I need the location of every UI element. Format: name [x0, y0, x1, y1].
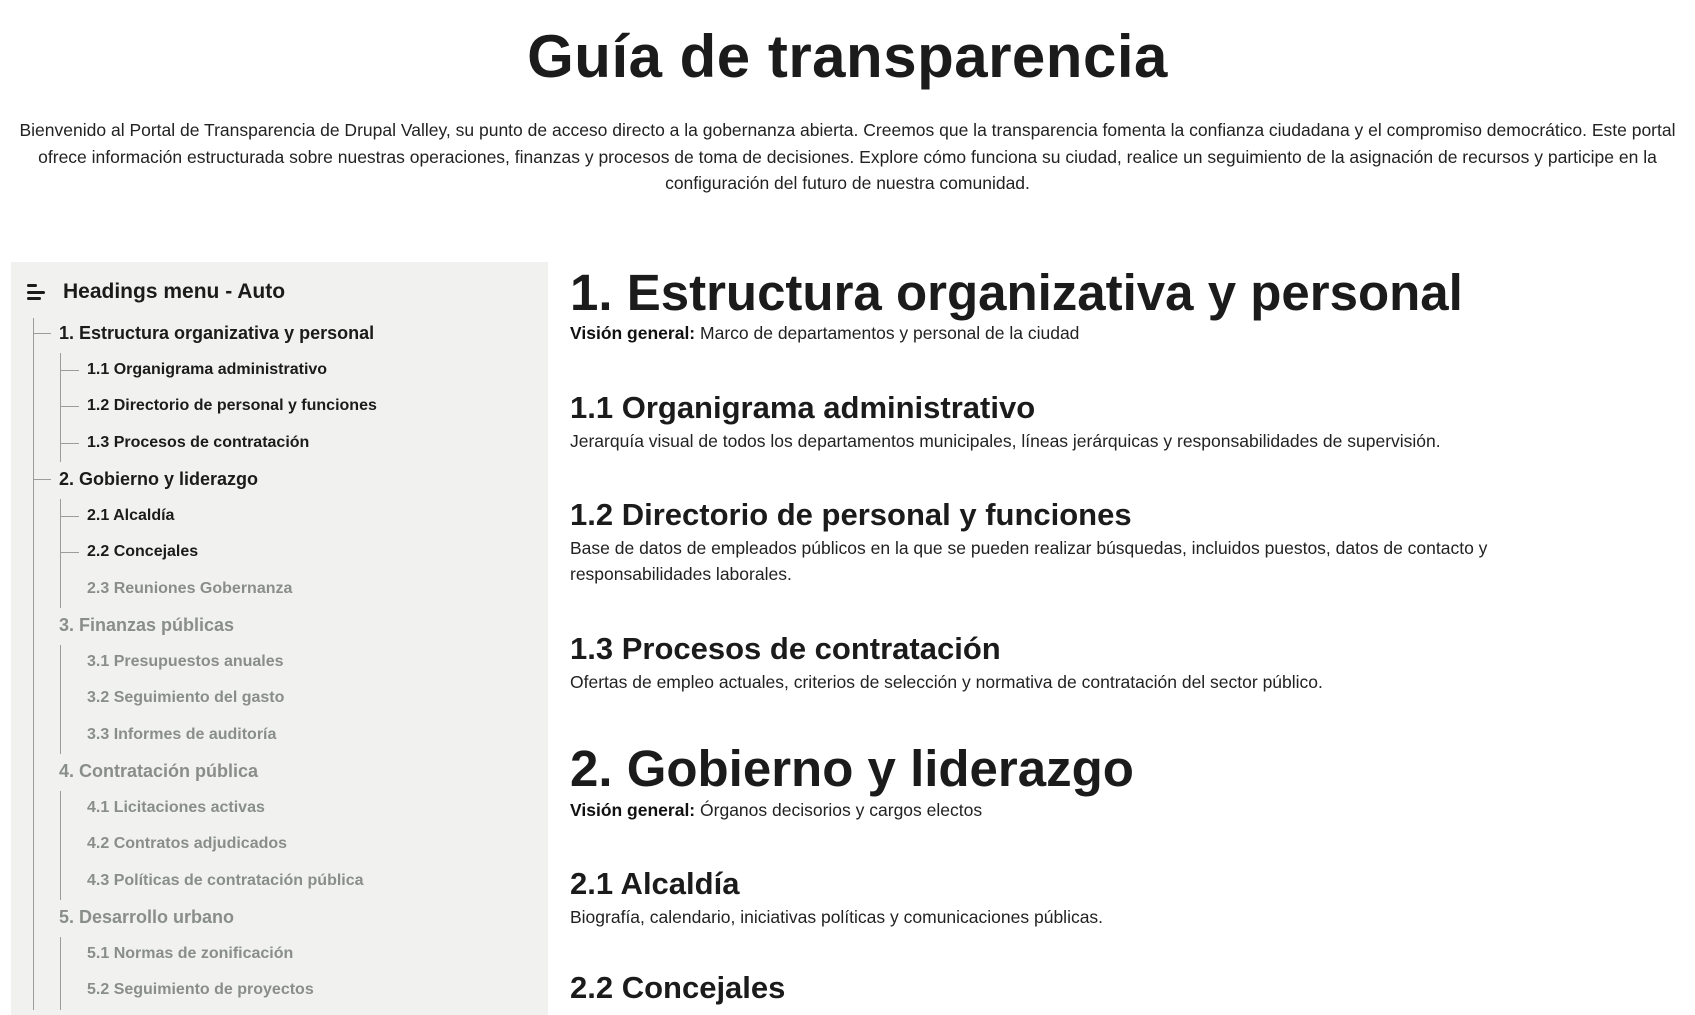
menu-item[interactable] — [87, 432, 309, 454]
section-heading: 1.3 Procesos de contratación — [570, 631, 1001, 666]
menu-item-label: 5.2 Seguimiento de proyectos — [87, 981, 314, 998]
menu-item-label: 4.2 Contratos adjudicados — [87, 835, 288, 852]
tree-line — [60, 791, 61, 901]
tree-line — [60, 499, 61, 609]
tree-connector — [60, 370, 79, 371]
overview-text: Marco de departamentos y personal de la ciudad — [700, 323, 1080, 343]
overview-label: Visión general: — [570, 323, 696, 343]
section-overview — [570, 320, 1620, 346]
menu-item-label: 4.1 Licitaciones activas — [87, 798, 265, 816]
menu-item[interactable] — [87, 687, 284, 709]
menu-item-label: 2.1 Alcaldía — [87, 506, 175, 524]
section-description: Ofertas de empleo actuales, criterios de selección y normativa de contratación del sector público. — [570, 672, 1323, 692]
section-overview — [570, 797, 1620, 823]
menu-item[interactable] — [59, 322, 374, 344]
menu-item-label: 4. Contratación pública — [59, 761, 259, 781]
menu-item[interactable] — [87, 943, 293, 965]
menu-item-label: 4.3 Políticas de contratación pública — [87, 871, 364, 889]
menu-item-label: 2.3 Reuniones Gobernanza — [87, 579, 293, 597]
headings-menu-header — [27, 280, 285, 304]
section-heading: 2.1 Alcaldía — [570, 866, 740, 901]
menu-item[interactable] — [87, 979, 314, 1001]
menu-item[interactable] — [87, 395, 377, 417]
menu-item-label: 2. Gobierno y liderazgo — [59, 469, 259, 489]
menu-item-label: 5. Desarrollo urbano — [59, 907, 235, 927]
menu-item[interactable] — [87, 724, 276, 746]
tree-connector — [60, 516, 79, 517]
headings-menu-title: Headings menu - Auto — [63, 280, 286, 303]
menu-item-label: 5.1 Normas de zonificación — [87, 944, 294, 962]
section-description: Jerarquía visual de todos los departamentos municipales, líneas jerárquicas y responsabilidades de supervisión. — [570, 431, 1441, 451]
section-heading: 1.2 Directorio de personal y funciones — [570, 497, 1132, 532]
section-heading: 2.2 Concejales — [570, 970, 786, 1005]
tree-line — [33, 318, 34, 1010]
menu-item[interactable] — [87, 651, 284, 673]
menu-item[interactable] — [59, 468, 258, 490]
intro-paragraph: Bienvenido al Portal de Transparencia de Drupal Valley, su punto de acceso directo a la gobernanza abierta. Creemos que la transparencia fomenta la confianza ciudadana y el compromiso democrático. Este portal ofrece información estructurada sobre nuestras operaciones, finanzas y procesos de toma de decisiones. Explore cómo funciona su ciudad, realice un seguimiento de la asignación de recursos y participe en la configuración del futuro de nuestra comunidad. — [19, 120, 1676, 193]
section-description: Base de datos de empleados públicos en la que se pueden realizar búsquedas, incluidos puestos, datos de contacto y responsabilidades laborales. — [570, 538, 1488, 584]
menu-item[interactable] — [87, 359, 327, 381]
menu-item-label: 3.2 Seguimiento del gasto — [87, 689, 285, 706]
menu-item-label: 3.1 Presupuestos anuales — [87, 652, 284, 670]
menu-item-label: 1. Estructura organizativa y personal — [59, 323, 375, 343]
menu-item-label: 1.1 Organigrama administrativo — [87, 360, 328, 378]
overview-label: Visión general: — [570, 800, 696, 820]
menu-item[interactable] — [59, 906, 234, 928]
menu-item[interactable] — [87, 505, 174, 527]
section-description: Biografía, calendario, iniciativas políticas y comunicaciones públicas. — [570, 907, 1104, 927]
menu-item-label: 2.2 Concejales — [87, 543, 199, 560]
menu-item[interactable] — [87, 870, 364, 892]
overview-text: Órganos decisorios y cargos electos — [700, 800, 983, 820]
tree-line — [60, 353, 61, 463]
menu-item-label: 1.3 Procesos de contratación — [87, 433, 310, 451]
page-title: Guía de transparencia — [527, 23, 1168, 90]
headings-menu — [11, 262, 548, 1015]
menu-item-label: 3. Finanzas públicas — [59, 615, 235, 635]
tree-connector — [60, 443, 79, 444]
tree-connector — [33, 333, 51, 334]
section-heading: 1. Estructura organizativa y personal — [570, 264, 1463, 321]
menu-item-label: 3.3 Informes de auditoría — [87, 725, 277, 743]
menu-lines-icon — [27, 284, 45, 300]
tree-line — [60, 645, 61, 755]
menu-item[interactable] — [87, 541, 198, 563]
section-heading: 2. Gobierno y liderazgo — [570, 740, 1134, 797]
tree-connector — [60, 552, 79, 553]
menu-item-label: 1.2 Directorio de personal y funciones — [87, 397, 377, 414]
section-heading: 1.1 Organigrama administrativo — [570, 390, 1036, 425]
menu-item[interactable] — [59, 614, 234, 636]
menu-item[interactable] — [87, 833, 287, 855]
menu-item[interactable] — [87, 797, 265, 819]
menu-item[interactable] — [87, 578, 292, 600]
tree-connector — [33, 479, 51, 480]
tree-connector — [60, 406, 79, 407]
tree-line — [60, 937, 61, 1010]
menu-item[interactable] — [59, 760, 258, 782]
